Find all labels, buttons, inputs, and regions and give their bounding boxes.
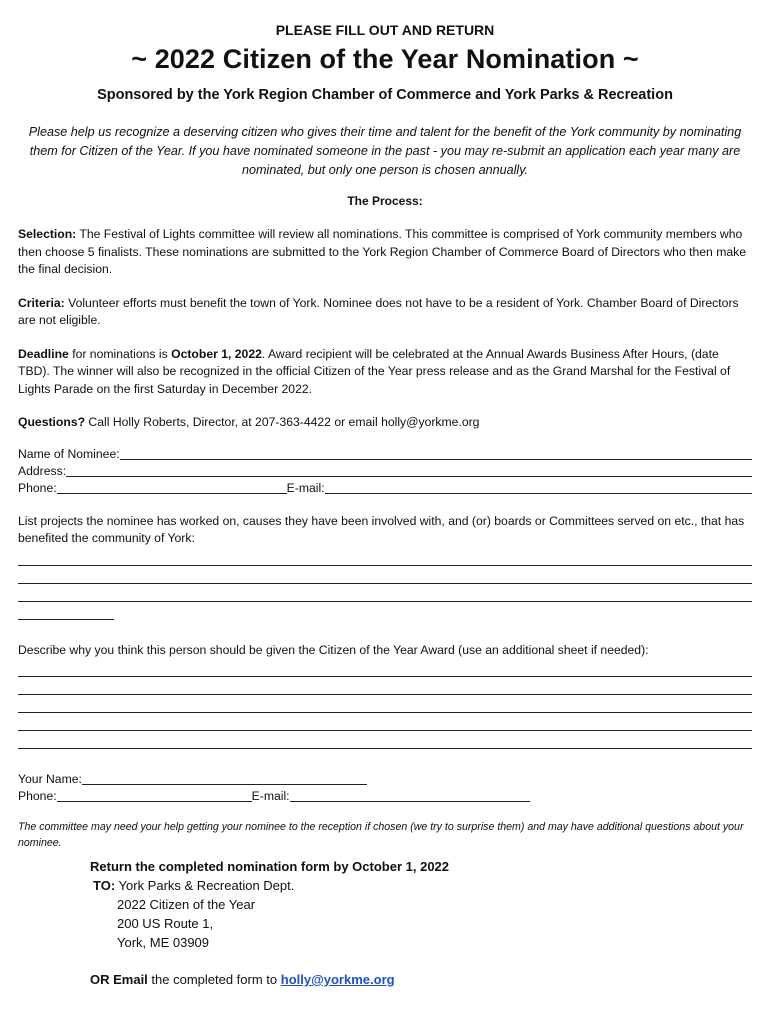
fill-out-label: PLEASE FILL OUT AND RETURN [275,22,495,38]
deadline-text-a: for nominations is [68,346,172,361]
return-to-label: TO: [93,878,116,893]
nominator-fields [18,771,752,805]
your-email-field[interactable] [290,789,530,802]
your-email-label: E-mail: [251,789,290,803]
describe-prompt: Describe why you think this person should be given the Citizen of the Year Award (use an additional sheet if needed): [18,642,649,657]
nominee-address-field[interactable] [66,464,752,477]
selection-paragraph [18,226,752,279]
nominee-phone-label: Phone: [18,480,57,495]
describe-answer-lines[interactable] [18,659,752,749]
answer-line[interactable] [18,602,114,620]
or-email-line [90,970,752,989]
deadline-text-b: . Award recipient will be celebrated at the Annual Awards Business After Hours, (date TBD). The winner will also be recognized in the official Citizen of the Year press release and as the Grand Marshal for the Festival of Lights Parade on the first Saturday in December 2022. [18,346,731,396]
nominee-email-label: E-mail: [286,480,325,495]
nominee-phone-field[interactable] [57,481,287,494]
or-email-text: the completed form to [147,972,281,987]
answer-line[interactable] [18,548,752,566]
nominee-contact-row [18,480,752,497]
answer-line[interactable] [18,584,752,602]
your-contact-row [18,788,752,805]
criteria-paragraph [18,295,752,330]
your-name-label: Your Name: [18,772,82,786]
committee-note: The committee may need your help getting your nominee to the reception if chosen (we try to surprise them) and may have additional questions about your nominee. [18,821,744,849]
intro-paragraph: Please help us recognize a deserving citizen who gives their time and talent for the benefit of the York community by nominating them for Citizen of the Year. If you have nominated someone in the past - you may re-submit an application each year many are nominated, but only one person is chosen annually. [28,125,742,177]
questions-paragraph [18,414,752,432]
nominee-name-row [18,446,752,463]
return-to-value: York Parks & Recreation Dept. [115,878,295,893]
projects-answer-lines[interactable] [18,548,752,620]
return-to-line [93,876,752,895]
address-line-1: 2022 Citizen of the Year [117,897,256,912]
nominee-fields [18,446,752,497]
projects-prompt: List projects the nominee has worked on, causes they have been involved with, and (or) boards or Committees served on etc., that has benefited the community of York: [18,513,745,545]
questions-text: Call Holly Roberts, Director, at 207-363-4422 or email holly@yorkme.org [85,415,480,429]
return-instructions [90,857,752,989]
answer-line[interactable] [18,659,752,677]
answer-line[interactable] [18,566,752,584]
address-line-2: 200 US Route 1, [117,916,214,931]
nominee-address-label: Address: [18,463,67,478]
nominee-name-label: Name of Nominee: [18,446,120,461]
nominee-email-field[interactable] [325,481,752,494]
page-title: ~ 2022 Citizen of the Year Nomination ~ [131,44,639,74]
answer-line[interactable] [18,713,752,731]
sponsor-line: Sponsored by the York Region Chamber of Commerce and York Parks & Recreation [97,87,673,103]
your-phone-label: Phone: [18,789,57,803]
answer-line[interactable] [18,695,752,713]
nominee-address-row [18,463,752,480]
deadline-paragraph [18,346,752,399]
your-phone-field[interactable] [57,789,252,802]
criteria-label: Criteria: [18,295,65,310]
answer-line[interactable] [18,731,752,749]
questions-label: Questions? [18,415,86,429]
deadline-label: Deadline [18,346,69,361]
answer-line[interactable] [18,677,752,695]
your-name-field[interactable] [82,772,367,785]
process-heading: The Process: [347,194,423,208]
criteria-text: Volunteer efforts must benefit the town of York. Nominee does not have to be a resident of York. Chamber Board of Directors are not eligible. [18,295,739,327]
return-title: Return the completed nomination form by October 1, 2022 [90,859,450,874]
address-line-3: York, ME 03909 [117,935,210,950]
nominee-name-field[interactable] [120,447,752,460]
selection-text: The Festival of Lights committee will review all nominations. This committee is comprised of York community members who then choose 5 finalists. These nominations are submitted to the York Region Chamber of Commerce Board of Directors who then make the final decision. [18,227,747,276]
deadline-date: October 1, 2022 [171,346,262,361]
email-link[interactable]: holly@yorkme.org [280,972,395,987]
selection-label: Selection: [18,227,77,241]
your-name-row [18,771,752,788]
or-email-label: OR Email [90,972,148,987]
